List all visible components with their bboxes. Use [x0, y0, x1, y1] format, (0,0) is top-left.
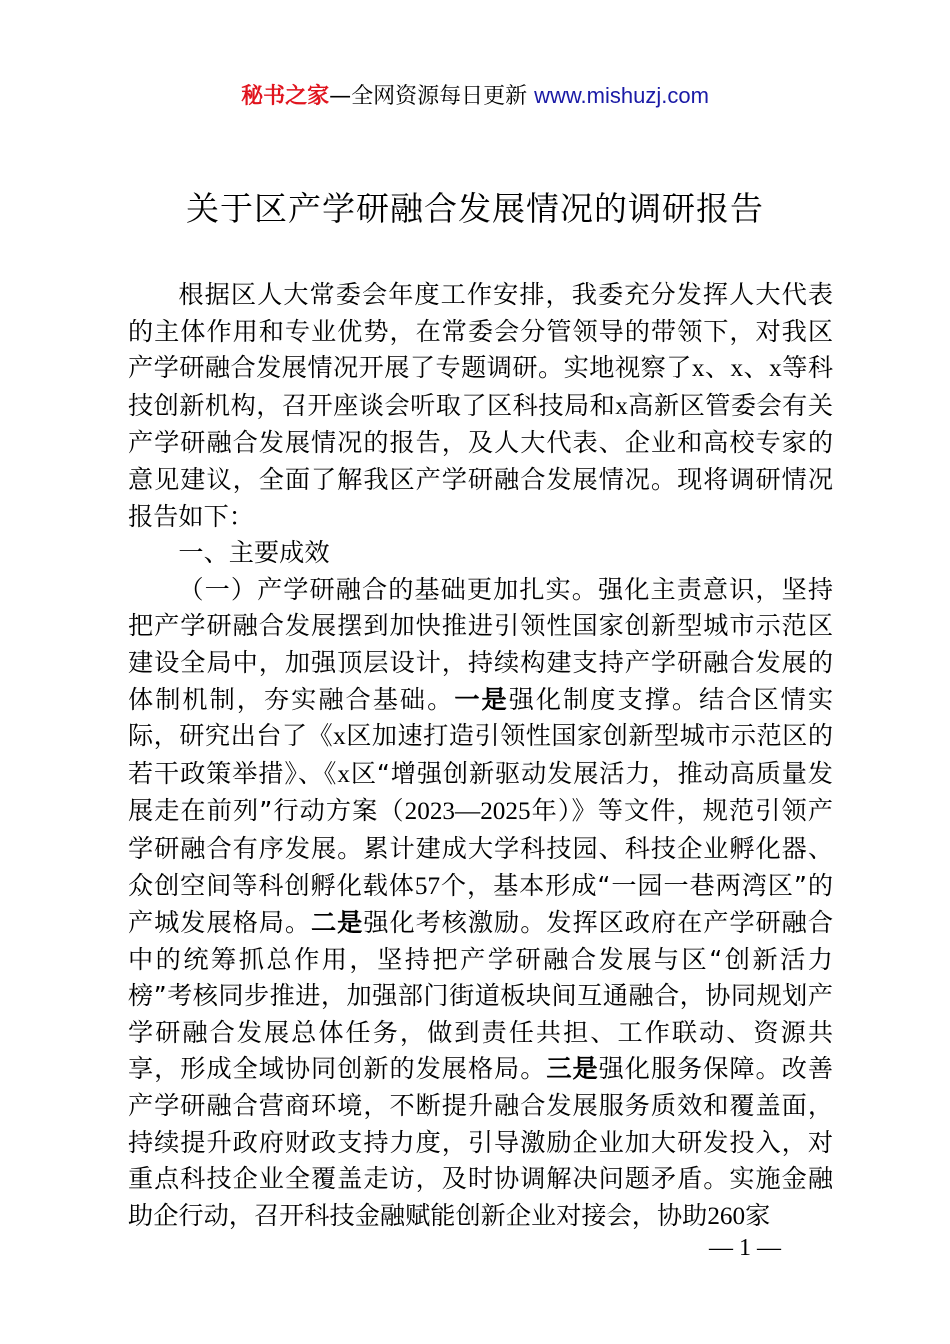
point-marker: 一是	[454, 684, 509, 714]
site-url[interactable]: www.mishuzj.com	[534, 83, 709, 108]
subsection-paragraph: （一）产学研融合的基础更加扎实。强化主责意识，坚持把产学研融合发展摆到加快推进引领性国家创新型城市示范区建设全局中，加强顶层设计，持续构建支持产学研融合发展的体制机制，夯实融合基础。一是强化制度支撑。结合区情实际，研究出台了《x区加速打造引领性国家创新型城市示范区的若干政策举措》、《x区“增强创新驱动发展活力，推动高质量发展走在前列”行动方案（2023—2025年）》等文件，规范引领产学研融合有序发展。累计建成大学科技园、科技企业孵化器、众创空间等科创孵化载体57个，基本形成“一园一巷两湾区”的产城发展格局。二是强化考核激励。发挥区政府在产学研融合中的统筹抓总作用，坚持把产学研融合发展与区“创新活力榜”考核同步推进，加强部门街道板块间互通融合，协同规划产学研融合发展总体任务，做到责任共担、工作联动、资源共享，形成全域协同创新的发展格局。三是强化服务保障。改善产学研融合营商环境，不断提升融合发展服务质效和覆盖面，持续提升政府财政支持力度，引导激励企业加大研发投入，对重点科技企业全覆盖走访，及时协调解决问题矛盾。实施金融助企行动，召开科技金融赋能创新企业对接会，协助260家	[128, 574, 834, 1230]
section-heading: 一、主要成效	[178, 538, 330, 568]
point-marker: 二是	[311, 908, 364, 938]
site-slogan: —全网资源每日更新	[329, 84, 528, 109]
intro-paragraph: 根据区人大常委会年度工作安排，我委充分发挥人大代表的主体作用和专业优势，在常委会分管领导的带领下，对我区产学研融合发展情况开展了专题调研。实地视察了x、x、x等科技创新机构，召开座谈会听取了区科技局和x高新区管委会有关产学研融合发展情况的报告，及人大代表、企业和高校专家的意见建议，全面了解我区产学研融合发展情况。现将调研情况报告如下：	[128, 280, 834, 531]
site-brand: 秘书之家	[241, 84, 330, 109]
point-marker: 三是	[546, 1054, 599, 1084]
document-title: 关于区产学研融合发展情况的调研报告	[186, 189, 764, 228]
site-header	[0, 80, 950, 113]
document-body	[128, 277, 833, 1235]
page-number: — 1 —	[709, 1235, 781, 1261]
